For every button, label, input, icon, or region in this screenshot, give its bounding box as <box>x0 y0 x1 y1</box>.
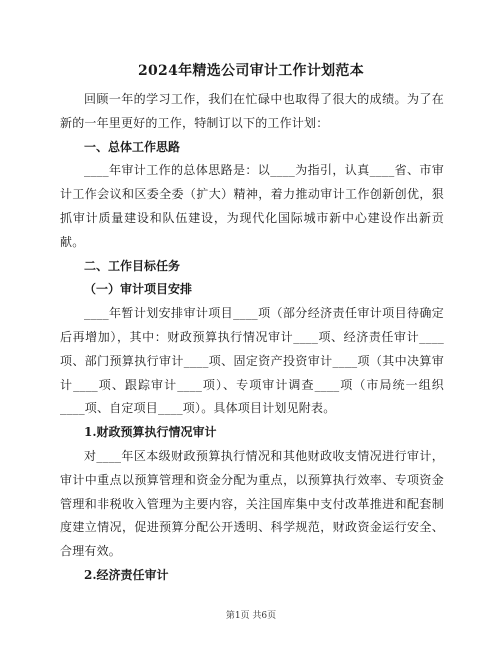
document-body <box>60 88 444 588</box>
document-title: 2024年精选公司审计工作计划范本 <box>137 63 365 79</box>
section-heading-overall-approach: 一、总体工作思路 <box>84 139 181 154</box>
intro-paragraph: 回顾一年的学习工作，我们在忙碌中也取得了很大的成绩。为了在新的一年里更好的工作，特制订以下的工作计划： <box>60 92 444 130</box>
overall-approach-paragraph: ____年审计工作的总体思路是：以____为指引，认真____省、市审计工作会议和区委全委（扩大）精神，着力推动审计工作创新创优，狠抓审计质量建设和队伍建设，为现代化国际城市新中心建设作出新贡献。 <box>60 163 444 249</box>
page-number-footer: 第1页 共6页 <box>225 611 277 621</box>
section-heading-goals: 二、工作目标任务 <box>84 258 181 273</box>
subsection-heading-audit-projects: （一）审计项目安排 <box>84 282 193 297</box>
budget-execution-paragraph: 对____年区本级财政预算执行情况和其他财政收支情况进行审计，审计中重点以预算管理和资金分配为重点，以预算执行效率、专项资金管理和非税收入管理为主要内容，关注国库集中支付改革推进和配套制度建立情况，促进预算分配公开透明、科学规范，财政资金运行安全、合理有效。 <box>60 448 444 559</box>
item-heading-economic-responsibility: 2.经济责任审计 <box>84 567 169 582</box>
item-heading-budget-execution: 1.财政预算执行情况审计 <box>84 425 217 440</box>
audit-projects-paragraph: ____年暂计划安排审计项目____项（部分经济责任审计项目待确定后再增加），其中：财政预算执行情况审计____项、经济责任审计____项、部门预算执行审计____项、固定资产投资审计____项（其中决算审计____项、跟踪审计____项）、专项审计调查____项（市局统一组织____项、自定项目____项）。具体项目计划见附表。 <box>60 306 444 416</box>
